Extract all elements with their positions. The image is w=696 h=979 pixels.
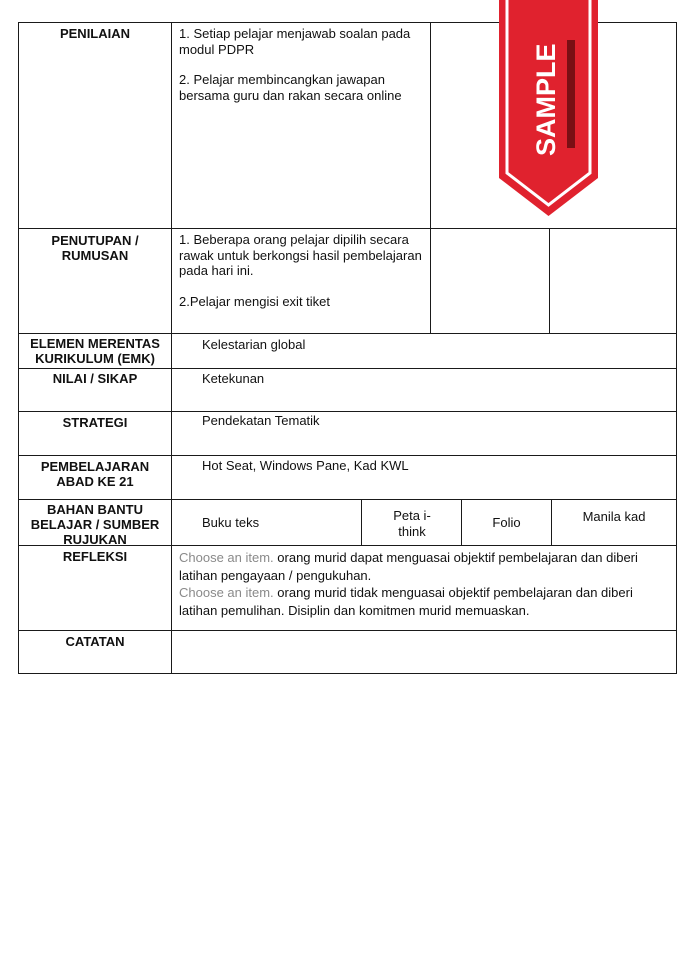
bahan-item-4: Manila kad [582, 509, 646, 524]
refleksi-label: REFLEKSI [62, 549, 128, 564]
penutupan-item-1: 1. Beberapa orang pelajar dipilih secara rawak untuk berkongsi hasil pembelajaran pada hari ini. [179, 232, 422, 278]
refleksi-line-1 [179, 549, 669, 584]
bahan-item-2: Peta i-think [393, 508, 431, 539]
catatan-label: CATATAN [65, 634, 125, 649]
bahan-item-3: Folio [492, 515, 521, 530]
strategi-value: Pendekatan Tematik [202, 413, 320, 428]
bahan-item-1: Buku teks [202, 515, 260, 530]
strategi-label: STRATEGI [62, 415, 128, 430]
emk-label: ELEMEN MERENTAS KURIKULUM (EMK) [30, 336, 160, 366]
sample-text: SAMPLE [531, 43, 561, 156]
choose-item-dropdown-2[interactable]: Choose an item. [179, 585, 274, 600]
refleksi-content [179, 549, 669, 619]
penilaian-item-1: 1. Setiap pelajar menjawab soalan pada modul PDPR [179, 26, 411, 57]
sample-watermark-ribbon [499, 0, 598, 216]
refleksi-text-1: orang murid dapat menguasai objektif pembelajaran dan diberi latihan pengayaan / pengukuhan. [179, 550, 638, 583]
emk-value: Kelestarian global [202, 337, 306, 352]
penilaian-content [179, 26, 427, 103]
abad21-label: PEMBELAJARAN ABAD KE 21 [40, 459, 150, 489]
penilaian-label: PENILAIAN [59, 26, 131, 41]
nilai-label: NILAI / SIKAP [52, 371, 138, 386]
penutupan-content [179, 232, 427, 309]
ribbon-fine-print [567, 40, 575, 148]
bahan-label: BAHAN BANTU BELAJAR / SUMBER RUJUKAN [30, 502, 160, 547]
penutupan-item-2: 2.Pelajar mengisi exit tiket [179, 293, 331, 309]
abad21-value: Hot Seat, Windows Pane, Kad KWL [202, 458, 409, 473]
refleksi-line-2 [179, 584, 669, 619]
choose-item-dropdown-1[interactable]: Choose an item. [179, 550, 274, 565]
refleksi-text-2: orang murid tidak menguasai objektif pembelajaran dan diberi latihan pemulihan. Disiplin dan komitmen murid memuaskan. [179, 585, 633, 618]
penilaian-item-2: 2. Pelajar membincangkan jawapan bersama guru dan rakan secara online [179, 72, 402, 103]
penutupan-label: PENUTUPAN / RUMUSAN [51, 233, 139, 263]
nilai-value: Ketekunan [202, 371, 265, 386]
